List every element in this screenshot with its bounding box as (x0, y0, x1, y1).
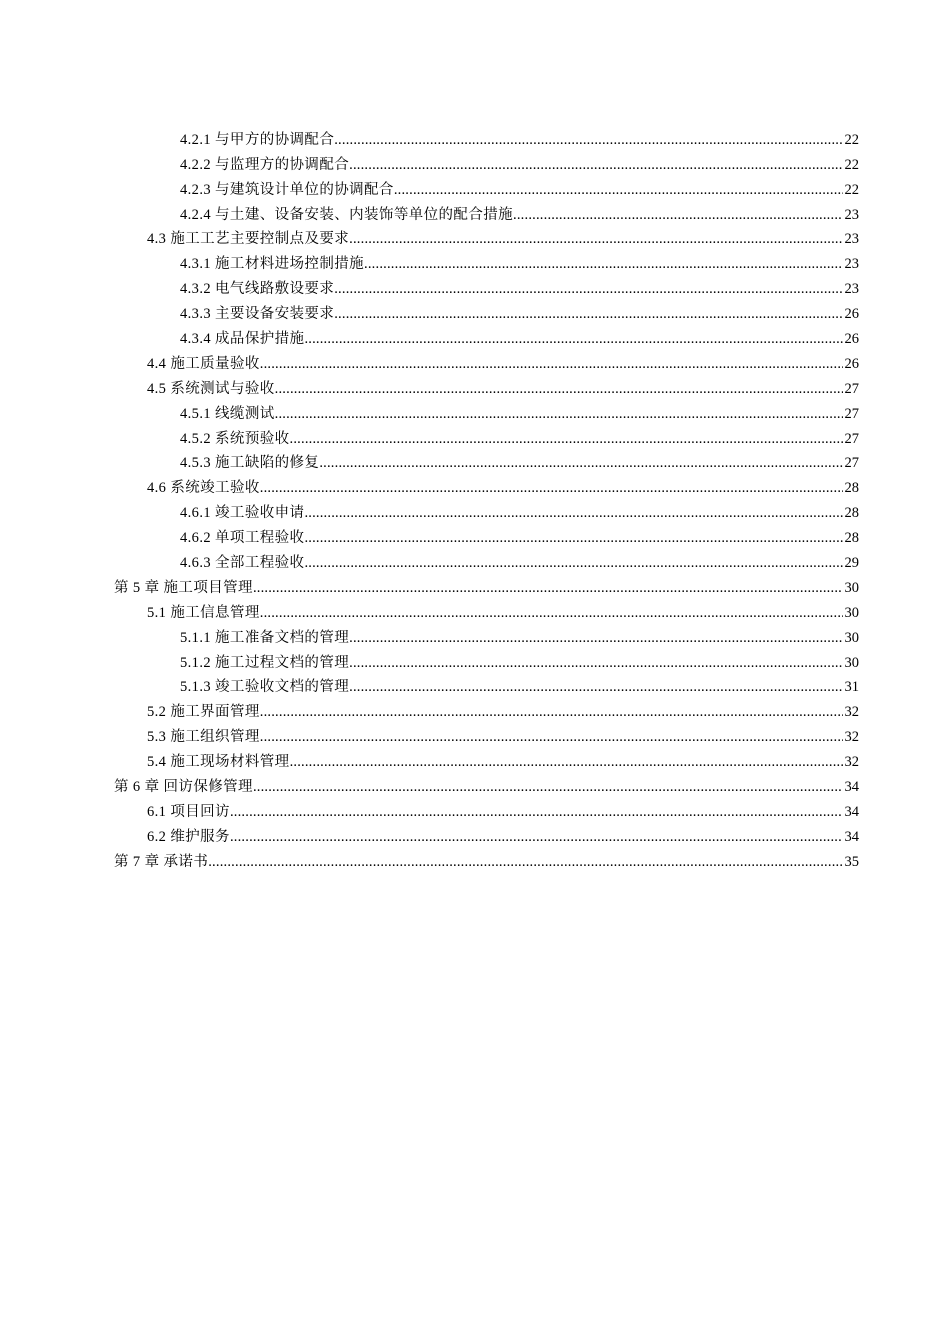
toc-entry[interactable] (0, 199, 950, 224)
toc-dot-leader (349, 678, 843, 696)
toc-entry-page-number: 32 (844, 704, 859, 721)
toc-entry-line (147, 355, 950, 373)
toc-dot-leader (349, 654, 843, 672)
toc-dot-leader (290, 430, 843, 448)
toc-entry[interactable] (0, 124, 950, 149)
toc-dot-leader (513, 206, 843, 224)
toc-entry[interactable] (0, 174, 950, 199)
toc-entry-title: 5.1 施工信息管理 (147, 604, 260, 621)
toc-entry-title: 4.5.1 线缆测试 (180, 405, 275, 422)
toc-entry-line (147, 753, 950, 771)
toc-entry-title: 4.2.3 与建筑设计单位的协调配合 (180, 181, 394, 198)
toc-entry-title: 5.1.3 竣工验收文档的管理 (180, 679, 350, 696)
toc-entry-page-number: 34 (844, 828, 859, 845)
toc-entry-line (180, 454, 950, 472)
toc-entry-line (147, 703, 950, 721)
toc-entry[interactable] (0, 547, 950, 572)
toc-dot-leader (230, 828, 843, 846)
toc-entry-line (180, 280, 950, 298)
toc-dot-leader (290, 753, 843, 771)
toc-entry[interactable] (0, 796, 950, 821)
toc-entry[interactable] (0, 373, 950, 398)
toc-entry-line (180, 330, 950, 348)
toc-entry-page-number: 34 (844, 803, 859, 820)
toc-entry-line (147, 380, 950, 398)
toc-entry[interactable] (0, 323, 950, 348)
toc-entry-line (180, 554, 950, 572)
toc-entry-page-number: 23 (844, 256, 859, 273)
toc-entry-page-number: 27 (844, 455, 859, 472)
toc-entry-page-number: 29 (844, 555, 859, 572)
toc-entry-title: 6.1 项目回访 (147, 803, 230, 820)
toc-entry-title: 4.6.3 全部工程验收 (180, 555, 305, 572)
toc-dot-leader (260, 703, 843, 721)
toc-entry-line (180, 206, 950, 224)
toc-dot-leader (275, 380, 843, 398)
toc-entry-page-number: 34 (844, 779, 859, 796)
toc-dot-leader (260, 728, 843, 746)
toc-entry-line (114, 853, 950, 871)
toc-entry-title: 第 5 章 施工项目管理 (114, 579, 253, 596)
toc-entry-line (180, 181, 950, 199)
toc-entry[interactable] (0, 622, 950, 647)
toc-entry-title: 6.2 维护服务 (147, 828, 230, 845)
toc-entry-title: 4.5.3 施工缺陷的修复 (180, 455, 320, 472)
toc-dot-leader (394, 181, 843, 199)
toc-entry[interactable] (0, 149, 950, 174)
toc-entry-title: 5.4 施工现场材料管理 (147, 754, 290, 771)
toc-entry-page-number: 26 (844, 355, 859, 372)
toc-entry-title: 4.2.4 与土建、设备安装、内装饰等单位的配合措施 (180, 206, 514, 223)
toc-dot-leader (253, 579, 843, 597)
toc-entry-title: 4.2.1 与甲方的协调配合 (180, 131, 335, 148)
toc-entry-page-number: 30 (844, 579, 859, 596)
toc-entry-line (180, 504, 950, 522)
toc-entry[interactable] (0, 647, 950, 672)
toc-entry-title: 4.3.4 成品保护措施 (180, 331, 305, 348)
toc-dot-leader (275, 405, 843, 423)
toc-entry-page-number: 23 (844, 206, 859, 223)
toc-entry[interactable] (0, 273, 950, 298)
toc-entry-line (180, 529, 950, 547)
toc-entry-page-number: 22 (844, 181, 859, 198)
toc-dot-leader (364, 255, 843, 273)
toc-entry[interactable] (0, 448, 950, 473)
toc-entry-line (147, 728, 950, 746)
toc-entry-title: 第 6 章 回访保修管理 (114, 779, 253, 796)
toc-entry-page-number: 28 (844, 505, 859, 522)
toc-entry-title: 4.3.2 电气线路敷设要求 (180, 281, 335, 298)
toc-entry-line (180, 405, 950, 423)
toc-entry[interactable] (0, 398, 950, 423)
toc-entry-title: 5.3 施工组织管理 (147, 729, 260, 746)
toc-entry-line (114, 778, 950, 796)
toc-entry-title: 4.4 施工质量验收 (147, 355, 260, 372)
toc-entry-line (180, 255, 950, 273)
toc-dot-leader (260, 479, 843, 497)
toc-entry[interactable] (0, 721, 950, 746)
toc-entry[interactable] (0, 298, 950, 323)
toc-entry[interactable] (0, 746, 950, 771)
toc-entry-line (147, 828, 950, 846)
toc-entry-line (147, 479, 950, 497)
toc-dot-leader (260, 355, 843, 373)
toc-entry-page-number: 27 (844, 405, 859, 422)
toc-entry-title: 4.2.2 与监理方的协调配合 (180, 156, 350, 173)
toc-entry-title: 5.1.1 施工准备文档的管理 (180, 629, 350, 646)
toc-entry-page-number: 23 (844, 281, 859, 298)
toc-entry[interactable] (0, 348, 950, 373)
toc-entry-line (147, 230, 950, 248)
toc-dot-leader (349, 629, 843, 647)
toc-entry-title: 5.2 施工界面管理 (147, 704, 260, 721)
toc-entry[interactable] (0, 846, 950, 871)
toc-entry-page-number: 35 (844, 853, 859, 870)
toc-entry-page-number: 22 (844, 156, 859, 173)
toc-entry-title: 5.1.2 施工过程文档的管理 (180, 654, 350, 671)
toc-entry-title: 4.3 施工工艺主要控制点及要求 (147, 231, 350, 248)
toc-entry[interactable] (0, 522, 950, 547)
toc-dot-leader (304, 330, 843, 348)
toc-entry[interactable] (0, 472, 950, 497)
toc-entry-page-number: 23 (844, 231, 859, 248)
toc-dot-leader (349, 230, 843, 248)
toc-entry-line (147, 604, 950, 622)
toc-entry[interactable] (0, 821, 950, 846)
toc-entry-line (180, 629, 950, 647)
toc-dot-leader (230, 803, 843, 821)
toc-entry[interactable] (0, 672, 950, 697)
toc-entry-title: 4.6.1 竣工验收申请 (180, 505, 305, 522)
toc-dot-leader (208, 853, 843, 871)
toc-entry-page-number: 28 (844, 530, 859, 547)
toc-entry-line (180, 678, 950, 696)
toc-dot-leader (334, 131, 843, 149)
toc-entry-page-number: 30 (844, 604, 859, 621)
toc-entry-page-number: 22 (844, 131, 859, 148)
toc-entry-page-number: 28 (844, 480, 859, 497)
toc-entry-line (114, 579, 950, 597)
toc-entry-page-number: 26 (844, 331, 859, 348)
toc-entry[interactable] (0, 572, 950, 597)
toc-entry-line (180, 654, 950, 672)
toc-entry-page-number: 30 (844, 629, 859, 646)
toc-dot-leader (349, 156, 843, 174)
toc-entry[interactable] (0, 696, 950, 721)
toc-entry[interactable] (0, 248, 950, 273)
toc-entry[interactable] (0, 771, 950, 796)
toc-entry[interactable] (0, 224, 950, 249)
toc-entry-line (180, 131, 950, 149)
toc-entry-page-number: 32 (844, 729, 859, 746)
toc-dot-leader (304, 554, 843, 572)
toc-entry[interactable] (0, 497, 950, 522)
toc-entry-page-number: 27 (844, 380, 859, 397)
toc-entry-title: 4.6.2 单项工程验收 (180, 530, 305, 547)
table-of-contents (0, 124, 950, 871)
toc-entry-title: 4.3.3 主要设备安装要求 (180, 306, 335, 323)
toc-entry-title: 4.6 系统竣工验收 (147, 480, 260, 497)
toc-entry-title: 4.3.1 施工材料进场控制措施 (180, 256, 365, 273)
toc-dot-leader (304, 504, 843, 522)
toc-dot-leader (260, 604, 843, 622)
toc-entry-title: 4.5.2 系统预验收 (180, 430, 290, 447)
toc-entry-title: 第 7 章 承诺书 (114, 853, 209, 870)
toc-dot-leader (334, 280, 843, 298)
toc-dot-leader (334, 305, 843, 323)
toc-entry-page-number: 27 (844, 430, 859, 447)
toc-entry[interactable] (0, 597, 950, 622)
toc-entry-page-number: 26 (844, 306, 859, 323)
toc-dot-leader (304, 529, 843, 547)
toc-entry-line (180, 305, 950, 323)
toc-entry-page-number: 31 (844, 679, 859, 696)
toc-dot-leader (253, 778, 843, 796)
toc-entry[interactable] (0, 423, 950, 448)
toc-entry-page-number: 30 (844, 654, 859, 671)
toc-entry-line (180, 430, 950, 448)
toc-dot-leader (319, 454, 843, 472)
toc-entry-title: 4.5 系统测试与验收 (147, 380, 275, 397)
toc-entry-line (180, 156, 950, 174)
toc-entry-line (147, 803, 950, 821)
toc-entry-page-number: 32 (844, 754, 859, 771)
